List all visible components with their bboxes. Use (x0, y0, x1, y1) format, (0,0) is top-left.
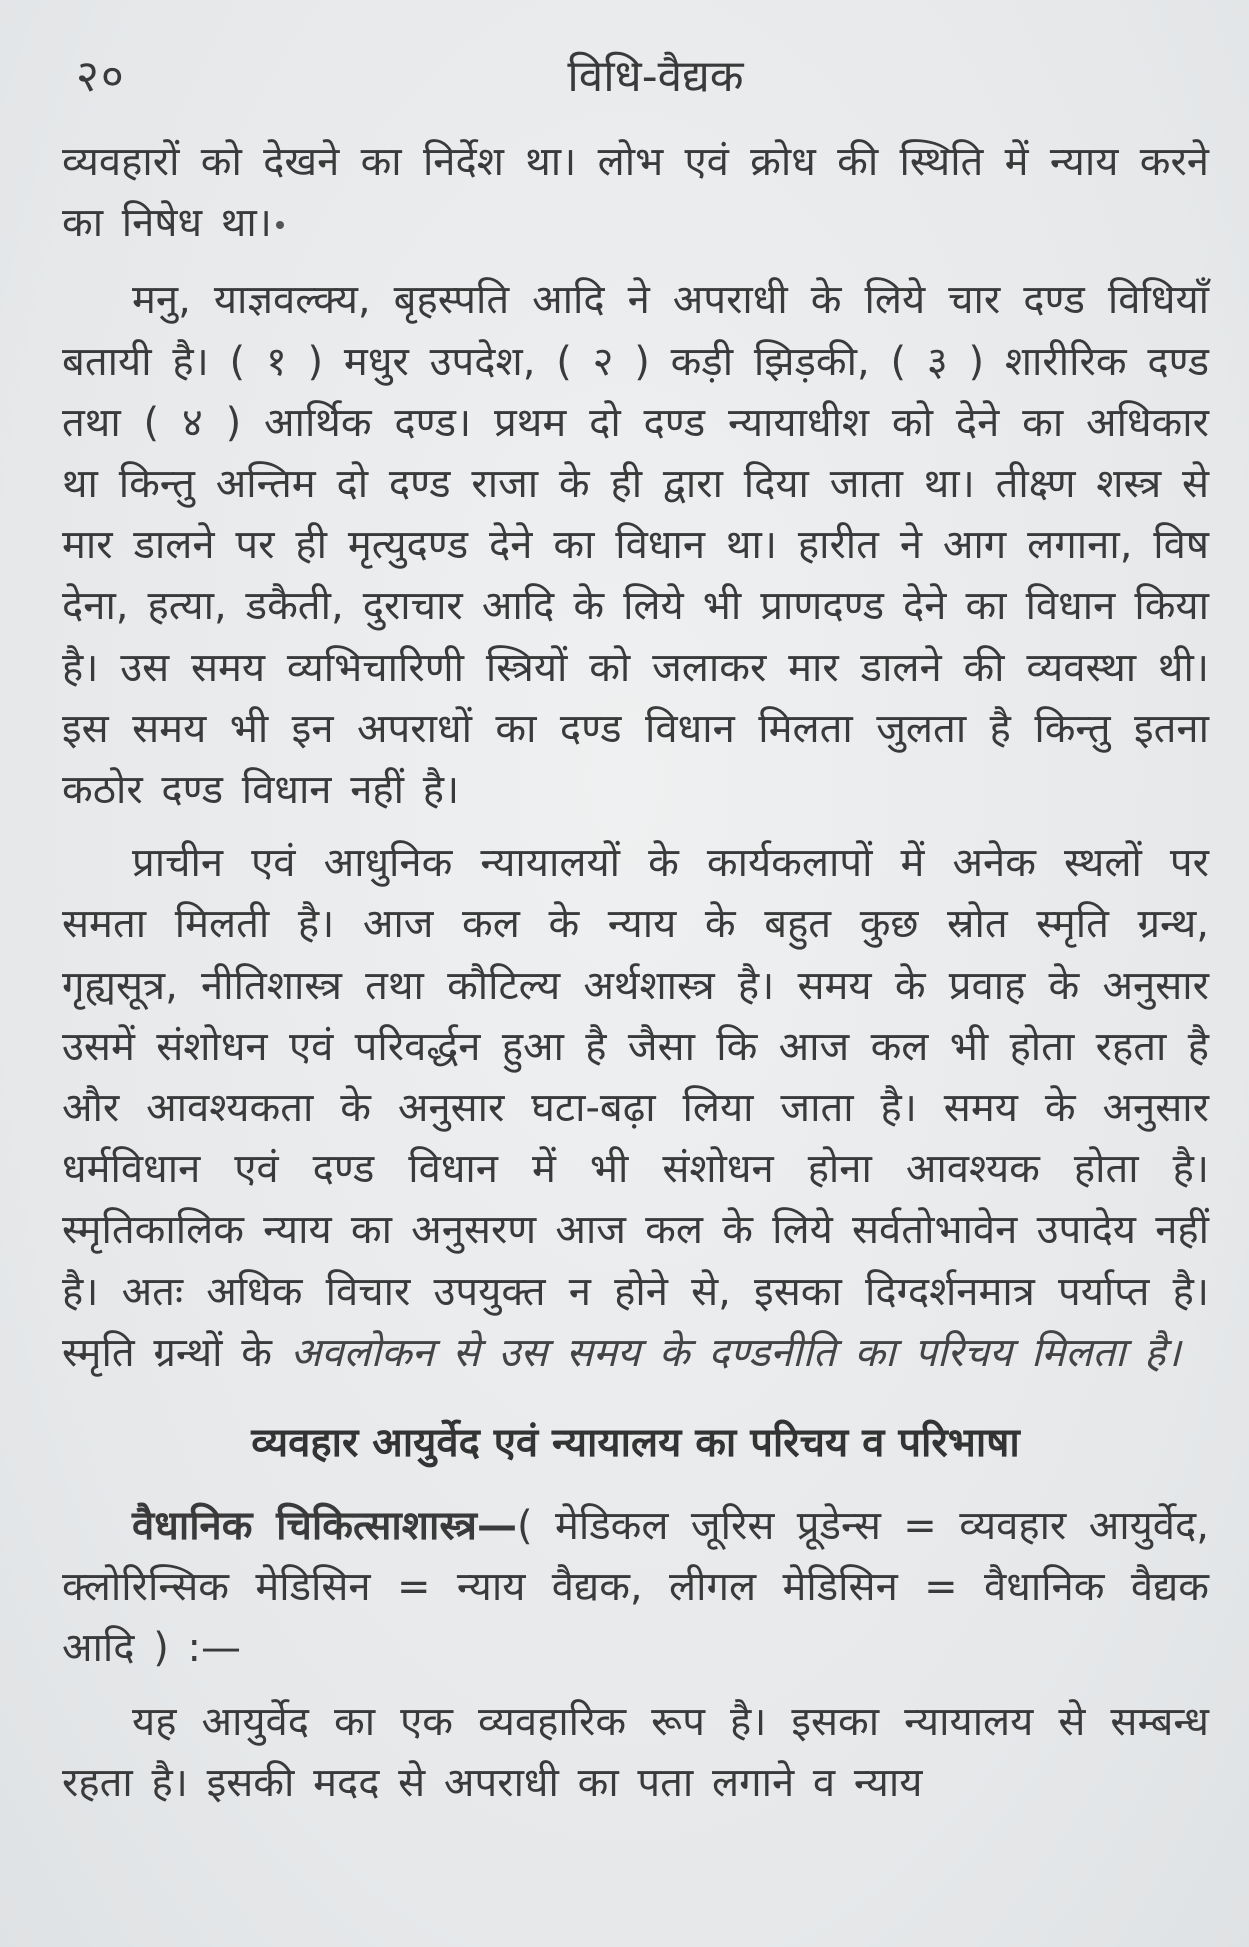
page-number: २० (76, 51, 126, 102)
ink-dot-mark (276, 221, 284, 229)
paragraph-4 (62, 1496, 1209, 1680)
paragraph-3-tail: अवलोकन से उस समय के दण्डनीति का परिचय मिलता है। (290, 1329, 1181, 1376)
paragraph-2: मनु, याज्ञवल्क्य, बृहस्पति आदि ने अपराधी के लिये चार दण्ड विधियाँ बतायी है। ( १ ) मधुर उपदेश, ( २ ) कड़ी झिड़की, ( ३ ) शारीरिक दण्ड तथा ( ४ ) आर्थिक दण्ड। प्रथम दो दण्ड न्यायाधीश को देने का अधिकार था किन्तु अन्तिम दो दण्ड राजा के ही द्वारा दिया जाता था। तीक्ष्ण शस्त्र से मार डालने पर ही मृत्युदण्ड देने का विधान था। हारीत ने आग लगाना, विष देना, हत्या, डकैती, दुराचार आदि के लिये भी प्राणदण्ड देने का विधान किया है। उस समय व्यभिचारिणी स्त्रियों को जलाकर मार डालने की व्यवस्था थी। इस समय भी इन अपराधों का दण्ड विधान मिलता जुलता है किन्तु इतना कठोर दण्ड विधान नहीं है। (62, 277, 1209, 814)
paragraph-1 (62, 132, 1209, 254)
section-heading: व्यवहार आयुर्वेद एवं न्यायालय का परिचय व परिभाषा (251, 1420, 1020, 1467)
paragraph-3-text: प्राचीन एवं आधुनिक न्यायालयों के कार्यकलापों में अनेक स्थलों पर समता मिलती है। आज कल के न्याय के बहुत कुछ स्रोत स्मृति ग्रन्थ, गृह्यसूत्र, नीतिशास्त्र तथा कौटिल्य अर्थशास्त्र है। समय के प्रवाह के अनुसार उसमें संशोधन एवं परिवर्द्धन हुआ है जैसा कि आज कल भी होता रहता है और आवश्यकता के अनुसार घटा-बढ़ा लिया जाता है। समय के अनुसार धर्मविधान एवं दण्ड विधान में भी संशोधन होना आवश्यक होता है। स्मृतिकालिक न्याय का अनुसरण आज कल के लिये सर्वतोभावेन उपादेय नहीं है। अतः अधिक विचार उपयुक्त न होने से, इसका दिग्दर्शनमात्र पर्याप्त है। स्मृति ग्रन्थों के (62, 840, 1210, 1376)
paragraph-3 (62, 833, 1209, 1384)
paragraph-1-text: व्यवहारों को देखने का निर्देश था। लोभ एवं क्रोध की स्थिति में न्याय करने का निषेध था। (62, 139, 1209, 247)
running-title: विधि-वैद्यक (567, 51, 744, 102)
defined-term: वैधानिक चिकित्साशास्त्र— (132, 1503, 517, 1550)
paragraph-4-text: ( मेडिकल जूरिस प्रूडेन्स = व्यवहार आयुर्वेद, क्लोरिन्सिक मेडिसिन = न्याय वैद्यक, लीगल मेडिसिन = वैधानिक वैद्यक आदि ) :— (62, 1503, 1209, 1672)
paragraph-5: यह आयुर्वेद का एक व्यवहारिक रूप है। इसका न्यायालय से सम्बन्ध रहता है। इसकी मदद से अपराधी का पता लगाने व न्याय (62, 1698, 1209, 1806)
page-header (62, 44, 1209, 114)
